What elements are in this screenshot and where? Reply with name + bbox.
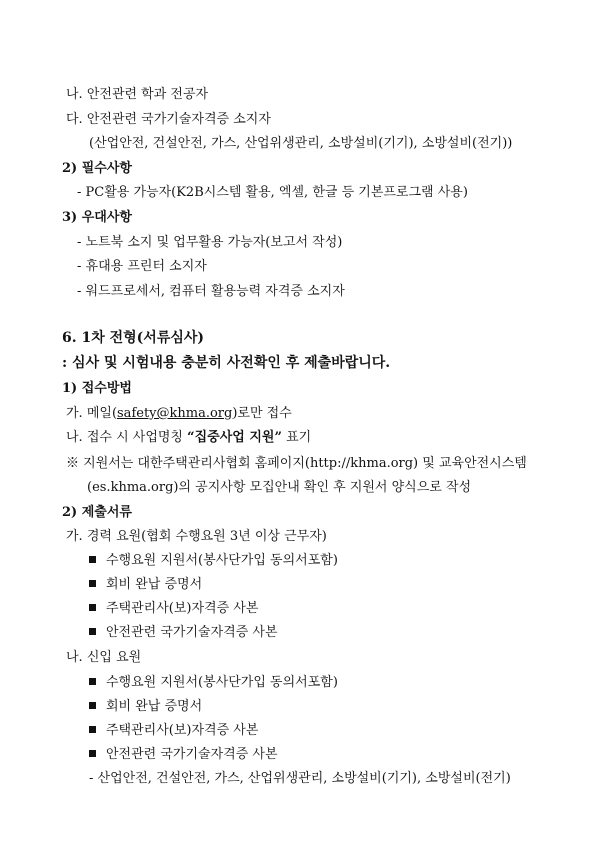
qualification-3-detail: (산업안전, 건설안전, 가스, 산업위생관리, 소방설비(기기), 소방설비(전기)) [89,136,513,151]
notice-line-2: (es.khma.org)의 공지사항 모집안내 확인 후 지원서 양식으로 작성 [87,480,472,495]
bullet-square-icon [89,556,96,563]
qualification-2: 나. 안전관련 학과 전공자 [66,87,209,102]
documents-heading: 2) 제출서류 [62,505,132,520]
receipt-method-2 [66,430,311,446]
bullet-square-icon [89,580,96,587]
bullet-square-icon [89,702,96,709]
career-heading: 가. 경력 요원(협회 수행요원 3년 이상 근무자) [66,529,327,544]
receipt-method-1-prefix: 가. 메일( [66,406,118,421]
section-6-note: : 심사 및 시험내용 충분히 사전확인 후 제출바랍니다. [62,355,391,371]
career-doc-text: 안전관련 국가기술자격증 사본 [106,625,278,640]
new-doc-3 [89,723,258,739]
preferred-heading: 3) 우대사항 [62,210,132,225]
new-doc-text: 주택관리사(보)자격증 사본 [106,723,259,738]
preferred-item-3: - 워드프로세서, 컴퓨터 활용능력 자격증 소지자 [77,284,345,299]
bullet-square-icon [89,628,96,635]
email-link[interactable]: safety@khma.org [117,406,233,421]
career-doc-text: 회비 완납 증명서 [106,577,203,592]
career-doc-2 [89,577,202,593]
career-doc-1 [89,553,338,569]
new-doc-1 [89,675,338,691]
receipt-method-2-suffix: 표기 [281,430,312,445]
required-heading: 2) 필수사항 [62,161,132,176]
career-doc-3 [89,601,258,617]
career-doc-text: 주택관리사(보)자격증 사본 [106,601,259,616]
required-item: - PC활용 가능자(K2B시스템 활용, 엑셀, 한글 등 기본프로그램 사용) [77,185,468,200]
notice-line-1: ※ 지원서는 대한주택관리사협회 홈페이지(http://khma.org) 및 교육안전시스템 [66,456,527,471]
new-doc-4-detail: - 산업안전, 건설안전, 가스, 산업위생관리, 소방설비(기기), 소방설비(전기) [89,771,511,786]
new-doc-text: 안전관련 국가기술자격증 사본 [106,747,278,762]
new-heading: 나. 신입 요원 [66,650,142,665]
preferred-item-1: - 노트북 소지 및 업무활용 가능자(보고서 작성) [77,235,343,250]
bullet-square-icon [89,750,96,757]
bullet-square-icon [89,726,96,733]
qualification-3: 다. 안전관련 국가기술자격증 소지자 [66,112,271,127]
receipt-heading: 1) 접수방법 [62,381,132,396]
career-doc-text: 수행요원 지원서(봉사단가입 동의서포함) [106,553,338,568]
preferred-item-2: - 휴대용 프린터 소지자 [77,259,207,274]
new-doc-text: 수행요원 지원서(봉사단가입 동의서포함) [106,675,338,690]
section-6-title: 6. 1차 전형(서류심사) [62,330,205,346]
new-doc-4 [89,747,278,763]
project-name: “집중사업 지원” [187,430,282,445]
new-doc-text: 회비 완납 증명서 [106,699,203,714]
new-doc-2 [89,699,202,715]
receipt-method-1-suffix: )로만 접수 [232,406,292,421]
bullet-square-icon [89,604,96,611]
receipt-method-1 [66,406,292,422]
receipt-method-2-prefix: 나. 접수 시 사업명칭 [66,430,188,445]
career-doc-4 [89,625,278,641]
bullet-square-icon [89,678,96,685]
